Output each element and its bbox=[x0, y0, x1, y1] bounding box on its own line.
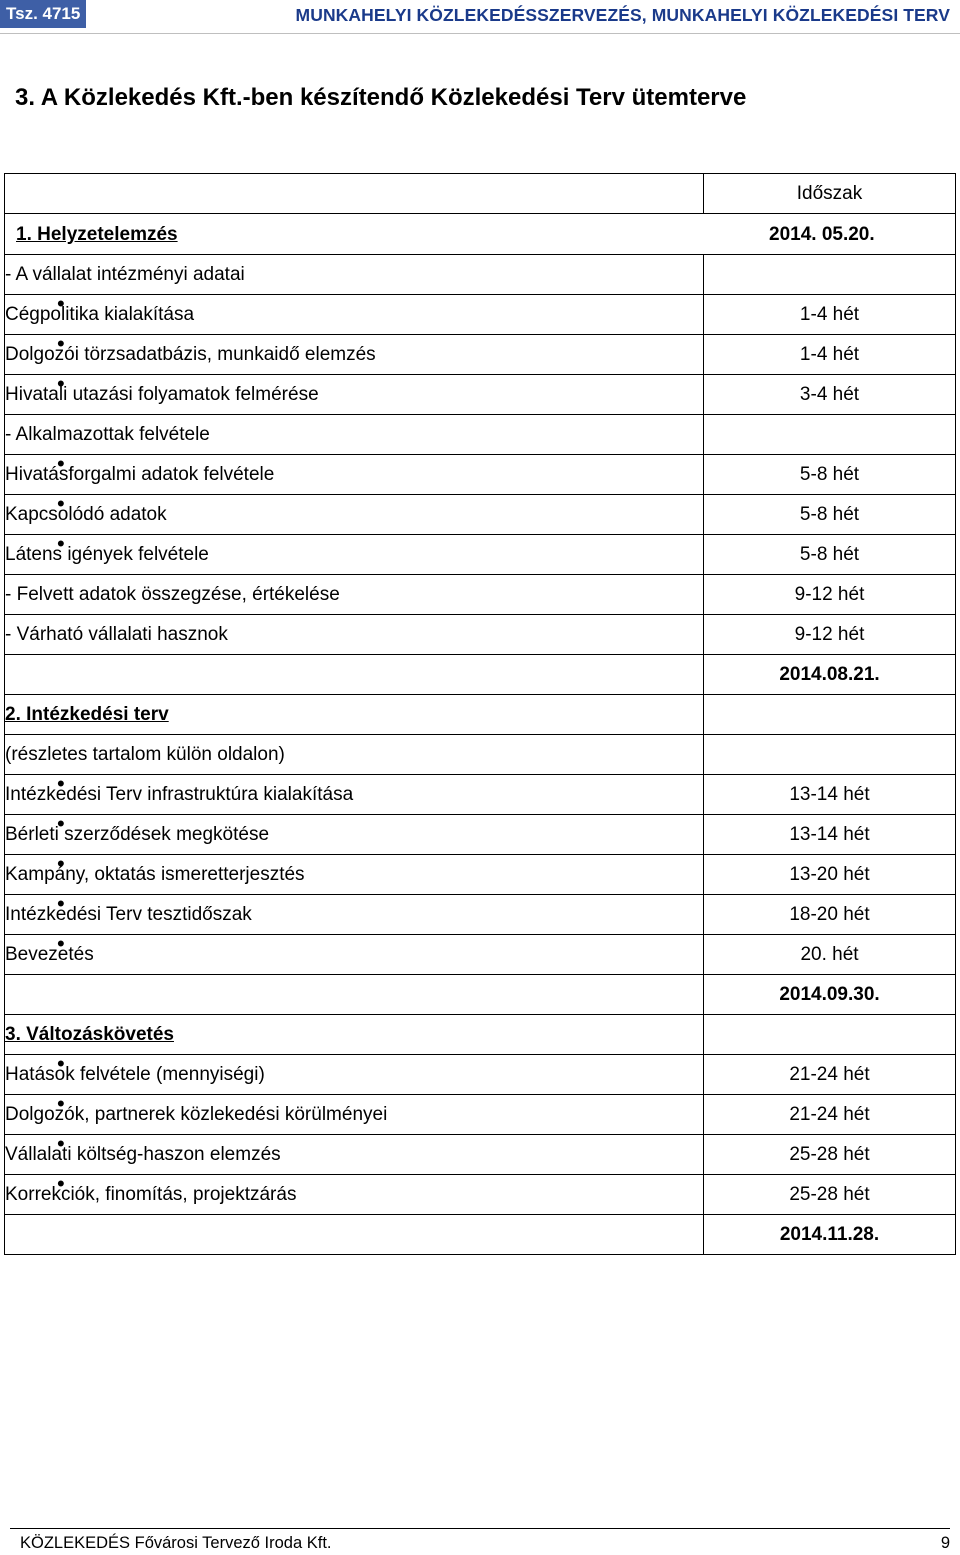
document-code: Tsz. 4715 bbox=[0, 0, 86, 28]
task-period: 5-8 hét bbox=[704, 455, 956, 495]
task-label: • Hatások felvétele (mennyiségi) bbox=[5, 1055, 704, 1095]
task-label: • Kampány, oktatás ismeretterjesztés bbox=[5, 855, 704, 895]
page-title: 3. A Közlekedés Kft.-ben készítendő Közlekedési Terv ütemterve bbox=[15, 84, 747, 111]
task-period: 9-12 hét bbox=[704, 615, 956, 655]
task-period: 21-24 hét bbox=[704, 1055, 956, 1095]
table-header-row bbox=[5, 174, 956, 214]
page-number: 9 bbox=[940, 1534, 950, 1552]
task-period: 13-14 hét bbox=[704, 775, 956, 815]
task-period: 1-4 hét bbox=[704, 335, 956, 375]
footer-divider bbox=[10, 1528, 950, 1529]
task-label: - Várható vállalati hasznok bbox=[5, 615, 704, 655]
section-2-title: 2. Intézkedési terv bbox=[5, 695, 704, 735]
table-row bbox=[5, 1135, 956, 1175]
milestone-row bbox=[5, 1215, 956, 1255]
task-label: - Felvett adatok összegzése, értékelése bbox=[5, 575, 704, 615]
task-label: • Hivatásforgalmi adatok felvétele bbox=[5, 455, 704, 495]
task-label: • Hivatali utazási folyamatok felmérése bbox=[5, 375, 704, 415]
task-period: 25-28 hét bbox=[704, 1135, 956, 1175]
header-divider bbox=[0, 33, 960, 34]
table-row bbox=[5, 375, 956, 415]
table-row bbox=[5, 775, 956, 815]
task-label: • Intézkedési Terv infrastruktúra kialakítása bbox=[5, 775, 704, 815]
table-row bbox=[5, 1095, 956, 1135]
task-label: • Vállalati költség-haszon elemzés bbox=[5, 1135, 704, 1175]
group-label: - A vállalat intézményi adatai bbox=[5, 255, 704, 295]
period-header: Időszak bbox=[704, 174, 956, 214]
table-row bbox=[5, 615, 956, 655]
task-label: • Kapcsolódó adatok bbox=[5, 495, 704, 535]
task-period: 9-12 hét bbox=[704, 575, 956, 615]
task-label: • Bérleti szerződések megkötése bbox=[5, 815, 704, 855]
task-label: • Dolgozók, partnerek közlekedési körülményei bbox=[5, 1095, 704, 1135]
running-header-title: MUNKAHELYI KÖZLEKEDÉSSZERVEZÉS, MUNKAHELYI KÖZLEKEDÉSI TERV bbox=[295, 5, 950, 25]
table-row bbox=[5, 575, 956, 615]
milestone-row bbox=[5, 655, 956, 695]
task-label: • Cégpolitika kialakítása bbox=[5, 295, 704, 335]
table-row bbox=[5, 295, 956, 335]
milestone-date: 2014.11.28. bbox=[704, 1215, 956, 1255]
section-1-row bbox=[5, 214, 956, 255]
table-row bbox=[5, 335, 956, 375]
table-row bbox=[5, 815, 956, 855]
task-period: 5-8 hét bbox=[704, 535, 956, 575]
task-period: 20. hét bbox=[704, 935, 956, 975]
section-3-title: 3. Változáskövetés bbox=[5, 1015, 704, 1055]
group-label: - Alkalmazottak felvétele bbox=[5, 415, 704, 455]
task-label: • Látens igények felvétele bbox=[5, 535, 704, 575]
task-period: 3-4 hét bbox=[704, 375, 956, 415]
section-2-row bbox=[5, 695, 956, 735]
table-row bbox=[5, 455, 956, 495]
note-row bbox=[5, 735, 956, 775]
schedule-table bbox=[4, 173, 956, 1255]
milestone-row bbox=[5, 975, 956, 1015]
table-row bbox=[5, 935, 956, 975]
task-period: 13-14 hét bbox=[704, 815, 956, 855]
group-row bbox=[5, 415, 956, 455]
table-row bbox=[5, 1055, 956, 1095]
section-3-row bbox=[5, 1015, 956, 1055]
section-1-title: 1. Helyzetelemzés bbox=[16, 224, 178, 245]
footer-organization: KÖZLEKEDÉS Fővárosi Tervező Iroda Kft. bbox=[20, 1534, 332, 1552]
task-label: • Intézkedési Terv tesztidőszak bbox=[5, 895, 704, 935]
task-label: • Dolgozói törzsadatbázis, munkaidő elemzés bbox=[5, 335, 704, 375]
table-row bbox=[5, 855, 956, 895]
section-1-start-date: 2014. 05.20. bbox=[769, 224, 875, 245]
task-period: 18-20 hét bbox=[704, 895, 956, 935]
table-row bbox=[5, 1175, 956, 1215]
section-2-note: (részletes tartalom külön oldalon) bbox=[5, 735, 704, 775]
table-row bbox=[5, 895, 956, 935]
task-period: 25-28 hét bbox=[704, 1175, 956, 1215]
task-period: 21-24 hét bbox=[704, 1095, 956, 1135]
milestone-date: 2014.09.30. bbox=[704, 975, 956, 1015]
task-period: 1-4 hét bbox=[704, 295, 956, 335]
task-period: 13-20 hét bbox=[704, 855, 956, 895]
table-row bbox=[5, 535, 956, 575]
milestone-date: 2014.08.21. bbox=[704, 655, 956, 695]
task-label: • Korrekciók, finomítás, projektzárás bbox=[5, 1175, 704, 1215]
table-row bbox=[5, 495, 956, 535]
task-label: • Bevezetés bbox=[5, 935, 704, 975]
group-row bbox=[5, 255, 956, 295]
task-period: 5-8 hét bbox=[704, 495, 956, 535]
